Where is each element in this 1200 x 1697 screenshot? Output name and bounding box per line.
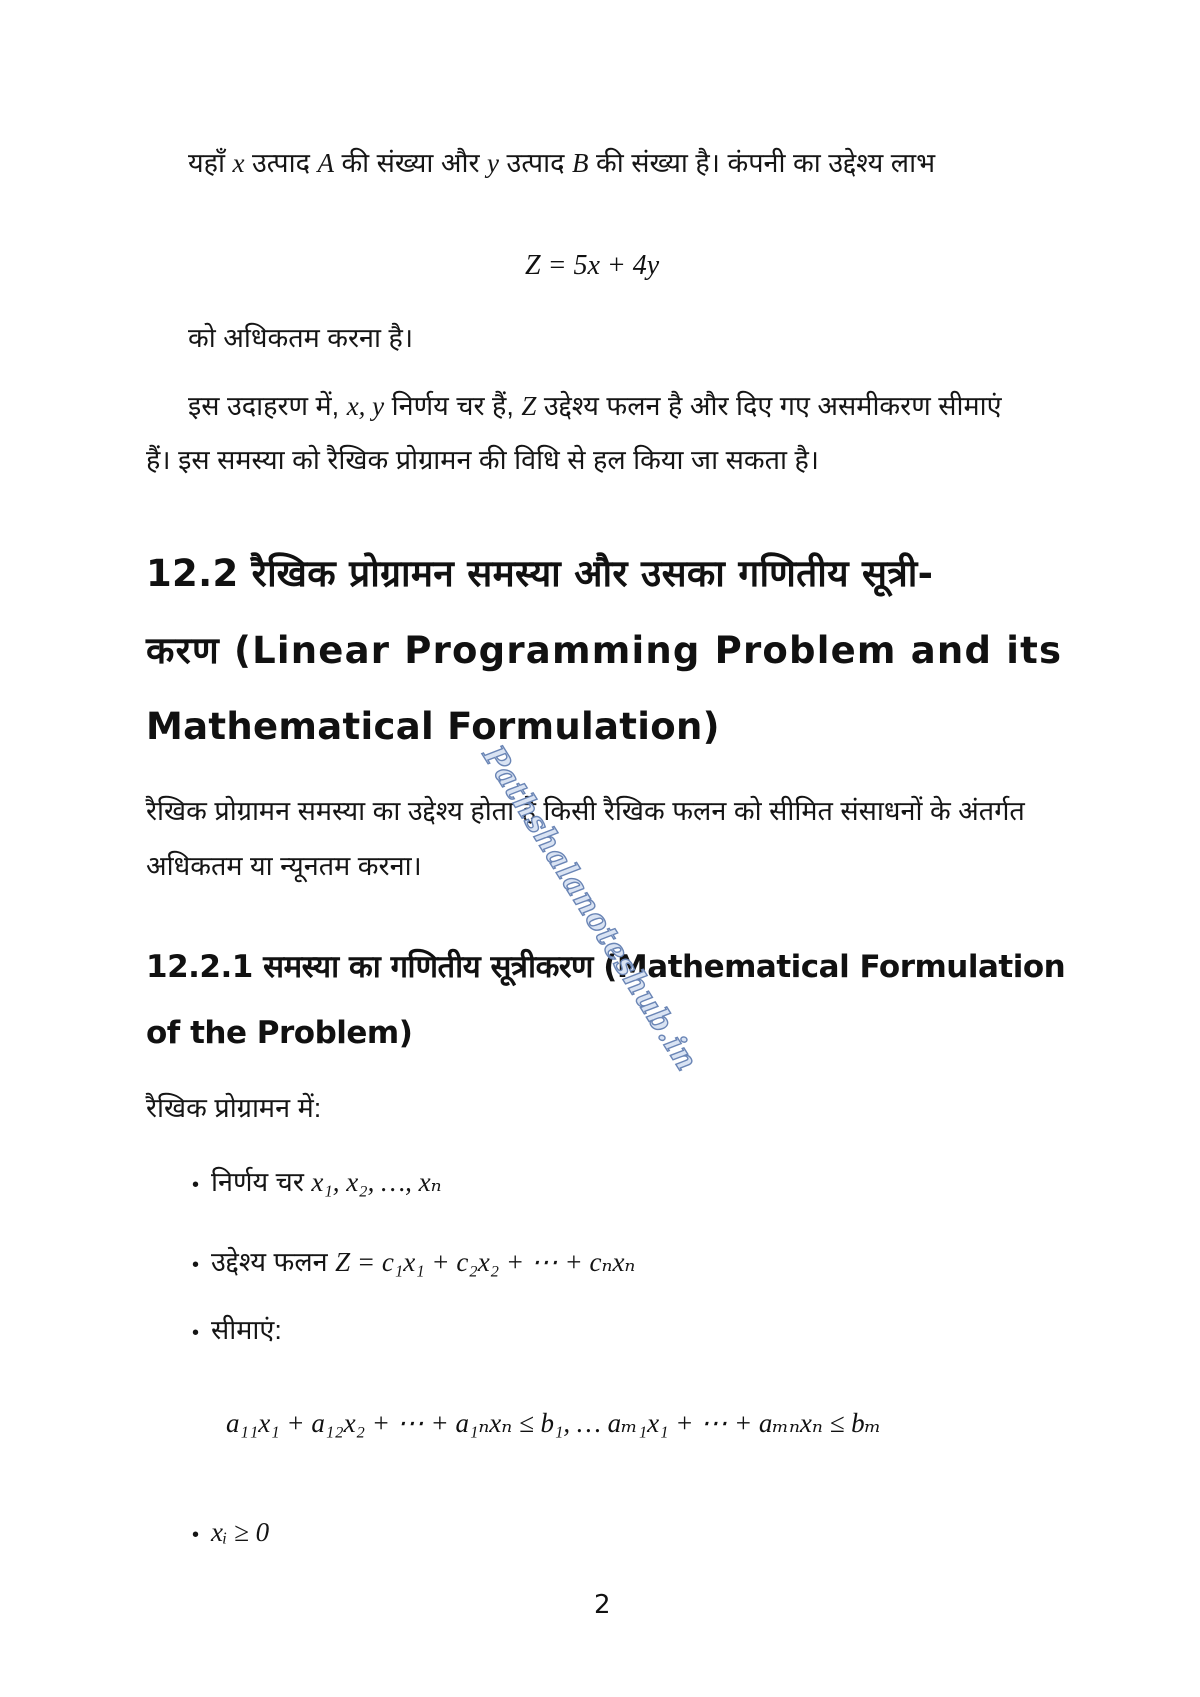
constraints-equation: a₁₁x₁ + a₁₂x₂ + ⋯ + a₁ₙxₙ ≤ b₁, … aₘ₁x₁ + ⋯ + aₘₙxₙ ≤ bₘ: [226, 1408, 882, 1438]
var-x: x: [232, 148, 245, 178]
bullet-icon: •: [192, 1254, 200, 1276]
var-A: A: [317, 148, 334, 178]
var-y: y: [487, 148, 500, 178]
list-item-objective: [192, 1246, 635, 1278]
watermark-text: Pathshalanoteshub.in: [475, 740, 705, 1078]
list-item-nonnegativity: [192, 1516, 269, 1548]
list-item-math: x₁, x₂, …, xₙ: [311, 1167, 442, 1197]
explain-line-2: हैं। इस समस्या को रैखिक प्रोग्रामन की विधि से हल किया जा सकता है।: [146, 445, 820, 475]
explain-text-1: इस उदाहरण में,: [188, 391, 347, 421]
list-item-label: सीमाएं:: [211, 1315, 282, 1345]
section-heading-line-1: 12.2 रैखिक प्रोग्रामन समस्या और उसका गणितीय सूत्री-: [146, 552, 934, 595]
section-heading-line-2: करण (Linear Programming Problem and its: [146, 629, 1063, 672]
bullet-icon: •: [192, 1524, 200, 1546]
list-item-label: निर्णय चर: [211, 1167, 312, 1197]
objective-equation: Z = 5x + 4y: [525, 250, 660, 281]
explain-line-1: [188, 390, 1002, 422]
subsection-heading-line-1: 12.2.1 समस्या का गणितीय सूत्रीकरण (Mathematical Formulation: [146, 949, 1066, 985]
list-item-decision-vars: [192, 1166, 442, 1198]
var-Z: Z: [521, 391, 537, 421]
list-item-math: xᵢ ≥ 0: [211, 1517, 270, 1547]
intro-line: [188, 147, 935, 179]
vars-xy: x, y: [346, 391, 385, 421]
subsection-heading-line-2: of the Problem): [146, 1015, 413, 1051]
intro-text-2: उत्पाद: [244, 148, 318, 178]
bullet-icon: •: [192, 1174, 200, 1196]
intro-text-3: की संख्या और: [333, 148, 488, 178]
list-item-constraints: [192, 1314, 282, 1346]
list-item-math: Z = c₁x₁ + c₂x₂ + ⋯ + cₙxₙ: [335, 1247, 636, 1277]
explain-text-2: निर्णय चर हैं,: [384, 391, 522, 421]
page-number: 2: [594, 1590, 611, 1620]
intro-text-4: उत्पाद: [499, 148, 572, 178]
bullet-icon: •: [192, 1322, 200, 1344]
explain-text-3: उद्देश्य फलन है और दिए गए असमीकरण सीमाएं: [536, 391, 1002, 421]
section-para-line-1: रैखिक प्रोग्रामन समस्या का उद्देश्य होता है किसी रैखिक फलन को सीमित संसाधनों के अंतर्गत: [146, 796, 1025, 826]
intro-text-5: की संख्या है। कंपनी का उद्देश्य लाभ: [588, 148, 936, 178]
section-heading-line-3: Mathematical Formulation): [146, 705, 720, 748]
list-item-label: उद्देश्य फलन: [211, 1247, 336, 1277]
maximize-line: को अधिकतम करना है।: [188, 323, 414, 353]
list-intro: रैखिक प्रोग्रामन में:: [146, 1093, 322, 1123]
section-para-line-2: अधिकतम या न्यूनतम करना।: [146, 851, 422, 881]
var-B: B: [571, 148, 589, 178]
intro-text-1: यहाँ: [188, 148, 233, 178]
